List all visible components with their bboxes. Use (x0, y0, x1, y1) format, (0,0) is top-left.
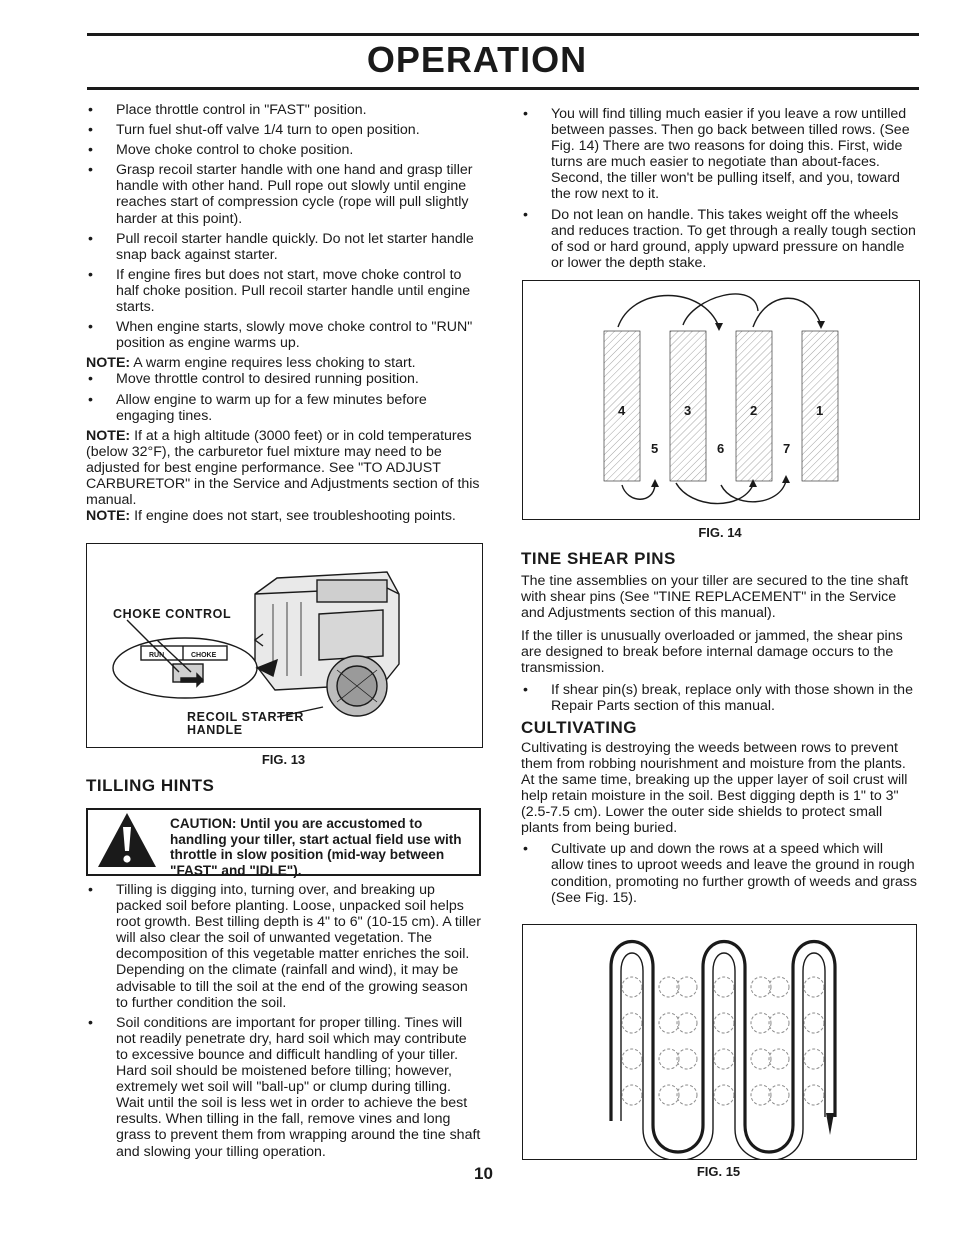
recoil-starter-label: RECOIL STARTER (187, 710, 304, 724)
figure-13-caption: FIG. 13 (261, 752, 306, 767)
figure-14-caption: FIG. 14 (698, 525, 742, 540)
list-item: • Grasp recoil starter handle with one hand and grasp tiller handle with other hand. Pull rope out slowly until engine reaches start of compression cycle (rope will pull slightly harder at this point). (86, 162, 481, 226)
list-item: • Cultivate up and down the rows at a speed which will allow tines to uproot weeds and leave the ground in rough condition, promoting no further growth of weeds and grass (See Fig. 15). (521, 841, 918, 905)
list-item: • Allow engine to warm up for a few minutes before engaging tines. (86, 392, 481, 424)
row-label: 4 (618, 403, 626, 418)
note-label: NOTE: (86, 427, 131, 444)
caution-box (86, 808, 481, 876)
cultivating-pattern-diagram (523, 925, 916, 1159)
choke-control-label: CHOKE CONTROL (113, 607, 232, 621)
page-title: OPERATION (366, 39, 588, 80)
row-label: 6 (717, 441, 725, 456)
engine-illustration (87, 544, 482, 747)
start-steps-list (86, 102, 481, 351)
right-column (521, 106, 918, 275)
list-item: • Soil conditions are important for proper tilling. Tines will not readily penetrate dry, hard soil which may contribute to excessive bounce and difficult handling of your tiller. Hard soil should be moistened before tilling; however, extremely wet soil will "ball-up" or clump during tilling. Wait until the soil is less wet in order to achieve the best results. When tilling in the fall, remove vines and long grass to prevent them from wrapping around the tine shaft and slowing your tilling operation. (86, 1015, 481, 1160)
choke-marking: CHOKE (191, 652, 217, 659)
figure-14 (522, 280, 920, 520)
shear-paragraph-2: If the tiller is unusually overloaded or jammed, the shear pins are designed to break before internal damage occurs to the transmission. (521, 628, 903, 677)
row-label: 2 (750, 403, 758, 418)
list-item: • You will find tilling much easier if you leave a row untilled between passes. Then go back between tilled rows. (See Fig. 14) There are two reasons for doing this. First, wide turns are much easier to negotiate than about-faces. Second, the tiller won't be pulling itself, and you, toward the row next to it. (521, 106, 918, 203)
row-label: 7 (783, 441, 791, 456)
title-rule (87, 87, 919, 90)
shear-paragraph-1: The tine assemblies on your tiller are secured to the tine shaft with shear pins (See "TINE REPLACEMENT" in the Service and Adjustments section of this manual). (521, 573, 909, 622)
shear-list (521, 682, 918, 714)
note-text: A warm engine requires less choking to start. (130, 355, 416, 372)
shear-cultivating-section (521, 549, 918, 910)
list-item: • Pull recoil starter handle quickly. Do not let starter handle snap back against starter. (86, 231, 481, 263)
tilling-section (86, 776, 481, 1164)
left-column (86, 102, 481, 524)
row-label: 3 (684, 403, 692, 418)
page-number: 10 (474, 1164, 493, 1183)
note-text: If at a high altitude (3000 feet) or in cold temperatures (below 32°F), the carburetor fuel mixture may need to be adjusted for best engine performance. See "TO ADJUST CARBURETOR" in the Service and Adjustments section of this manual. (86, 427, 480, 509)
run-marking: RUN (149, 652, 165, 659)
tilling-hints-heading: TILLING HINTS (86, 776, 215, 795)
warmup-steps-list (86, 371, 481, 423)
top-rule (87, 33, 919, 36)
list-item: • Move choke control to choke position. (86, 142, 481, 158)
note-altitude (86, 428, 481, 508)
list-item: • If shear pin(s) break, replace only with those shown in the Repair Parts section of this manual. (521, 682, 918, 714)
list-item: • Turn fuel shut-off valve 1/4 turn to open position. (86, 122, 481, 138)
list-item: • Move throttle control to desired running position. (86, 371, 481, 387)
figure-15-caption: FIG. 15 (696, 1164, 741, 1179)
warning-triangle-icon (96, 811, 158, 869)
list-item: • Place throttle control in "FAST" position. (86, 102, 481, 118)
figure-13 (86, 543, 483, 748)
note-text: If engine does not start, see troubleshooting points. (130, 508, 456, 525)
row-label: 5 (651, 441, 659, 456)
tilling-pattern-diagram (523, 281, 919, 519)
caution-text: CAUTION: Until you are accustomed to handling your tiller, start actual field use with throttle in slow position (mid-way between "FAST" and "IDLE"). (170, 816, 462, 878)
tilling-tips-list (521, 106, 918, 271)
cultivating-paragraph: Cultivating is destroying the weeds between rows to prevent them from robbing nourishment and moisture from the plants. At the same time, breaking up the upper layer of soil crust will help retain moisture in the soil. Best digging depth is 1" to 3" (2.5-7.5 cm). Lower the outer side shields to protect small plants from being buried. (521, 739, 908, 837)
tine-shear-pins-heading: TINE SHEAR PINS (521, 549, 676, 568)
cultivating-list (521, 841, 918, 905)
figure-15 (522, 924, 917, 1160)
row-label: 1 (816, 403, 824, 418)
note-label: NOTE: (86, 508, 131, 525)
note-warm-engine (86, 355, 481, 371)
list-item: • Tilling is digging into, turning over, and breaking up packed soil before planting. Loose, unpacked soil helps root growth. Best tilling depth is 4" to 6" (10-15 cm). A tiller will also clear the soil of unwanted vegetation. The decomposition of this vegetable matter enriches the soil. Depending on the climate (rainfall and wind), it may be advisable to till the soil at the end of the growing season to further condition the soil. (86, 882, 481, 1011)
cultivating-heading: CULTIVATING (521, 717, 637, 737)
list-item: • Do not lean on handle. This takes weight off the wheels and reduces traction. To get through a really tough section of sod or hard ground, apply upward pressure on handle or lower the depth stake. (521, 207, 918, 271)
note-label: NOTE: (86, 355, 131, 372)
list-item: • If engine fires but does not start, move choke control to half choke position. Pull recoil starter handle until engine starts. (86, 267, 481, 315)
recoil-handle-label: HANDLE (187, 723, 243, 737)
note-troubleshooting (86, 508, 481, 524)
list-item: • When engine starts, slowly move choke control to "RUN" position as engine warms up. (86, 319, 481, 351)
tilling-list (86, 882, 481, 1160)
